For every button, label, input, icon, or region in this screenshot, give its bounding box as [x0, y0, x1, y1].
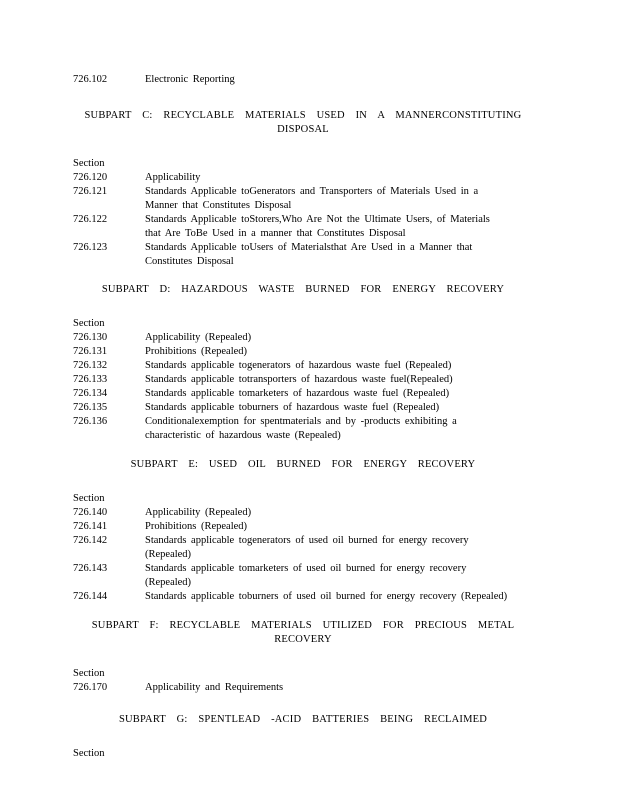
- section-title: [145, 506, 533, 520]
- section-title: Electronic Reporting: [145, 74, 235, 85]
- subpart-heading-continued: RECOVERY: [274, 634, 332, 645]
- subpart-heading: SUBPART E: USED OIL BURNED FOR ENERGY RECOVERY: [130, 459, 476, 470]
- section-title-line: (Repealed): [145, 577, 192, 588]
- section-entry: [73, 185, 533, 213]
- section-title: [145, 520, 533, 534]
- section-entry: [73, 506, 533, 520]
- section-title: [145, 590, 533, 604]
- section-entry: [73, 345, 533, 359]
- section-number: 726.142: [73, 535, 108, 546]
- intro-entry: [73, 73, 533, 87]
- section-title: [145, 387, 533, 401]
- subparts-container: [73, 109, 533, 761]
- subpart-block: [73, 109, 533, 269]
- section-entry: [73, 415, 533, 443]
- section-title: [145, 373, 533, 387]
- section-label: Section: [73, 158, 105, 169]
- document-page: [73, 73, 533, 761]
- section-title: [145, 562, 533, 590]
- section-title-line: Standards applicable toburners of hazardous waste fuel (Repealed): [145, 402, 440, 413]
- section-title-line: Standards Applicable toUsers of Materialsthat Are Used in a Manner that: [145, 242, 473, 253]
- section-entry: [73, 562, 533, 590]
- section-number: 726.133: [73, 374, 108, 385]
- section-number: 726.135: [73, 402, 108, 413]
- section-title: [145, 415, 533, 443]
- section-number: 726.131: [73, 346, 108, 357]
- subpart-heading: SUBPART G: SPENTLEAD -ACID BATTERIES BEING RECLAIMED: [118, 714, 488, 725]
- section-title-line: Standards applicable togenerators of hazardous waste fuel (Repealed): [145, 360, 452, 371]
- section-entry: [73, 331, 533, 345]
- section-title: [145, 681, 533, 695]
- section-label: Section: [73, 318, 105, 329]
- section-number: 726.140: [73, 507, 108, 518]
- section-title: [145, 213, 533, 241]
- section-title-line: Standards applicable totransporters of hazardous waste fuel(Repealed): [145, 374, 453, 385]
- section-title-line: (Repealed): [145, 549, 192, 560]
- section-number: 726.121: [73, 186, 108, 197]
- section-number: 726.134: [73, 388, 108, 399]
- section-title-line: Applicability (Repealed): [145, 332, 252, 343]
- section-title-line: Constitutes Disposal: [145, 256, 234, 267]
- section-title-line: Prohibitions (Repealed): [145, 346, 248, 357]
- section-title: [145, 359, 533, 373]
- section-number: 726.144: [73, 591, 108, 602]
- section-entry: [73, 241, 533, 269]
- subpart-heading: SUBPART F: RECYCLABLE MATERIALS UTILIZED FOR PRECIOUS METAL: [91, 620, 515, 631]
- section-title: [145, 185, 533, 213]
- section-title-line: Applicability: [145, 172, 201, 183]
- section-entry: [73, 359, 533, 373]
- section-entry: [73, 520, 533, 534]
- subpart-block: [73, 458, 533, 604]
- section-number: 726.102: [73, 74, 108, 85]
- section-title-line: Standards applicable togenerators of used oil burned for energy recovery: [145, 535, 469, 546]
- section-title: [145, 345, 533, 359]
- subpart-heading: SUBPART C: RECYCLABLE MATERIALS USED IN A MANNERCONSTITUTING: [84, 110, 522, 121]
- section-number: 726.170: [73, 682, 108, 693]
- section-title: [145, 534, 533, 562]
- section-entry: [73, 590, 533, 604]
- section-title-line: characteristic of hazardous waste (Repealed): [145, 430, 341, 441]
- subpart-heading: SUBPART D: HAZARDOUS WASTE BURNED FOR ENERGY RECOVERY: [101, 284, 505, 295]
- section-number: 726.130: [73, 332, 108, 343]
- section-entry: [73, 213, 533, 241]
- section-title-line: Conditionalexemption for spentmaterials and by -products exhibiting a: [145, 416, 457, 427]
- section-title-line: Standards applicable toburners of used oil burned for energy recovery (Repealed): [145, 591, 508, 602]
- section-title: [145, 331, 533, 345]
- section-label: Section: [73, 748, 105, 759]
- section-title: [145, 241, 533, 269]
- section-label: Section: [73, 668, 105, 679]
- section-title-line: Prohibitions (Repealed): [145, 521, 248, 532]
- section-label: Section: [73, 493, 105, 504]
- section-title: [145, 401, 533, 415]
- section-title-line: Standards Applicable toStorers,Who Are Not the Ultimate Users, of Materials: [145, 214, 490, 225]
- subpart-block: [73, 283, 533, 443]
- section-number: 726.122: [73, 214, 108, 225]
- section-entry: [73, 681, 533, 695]
- section-entry: [73, 373, 533, 387]
- section-title-line: that Are ToBe Used in a manner that Constitutes Disposal: [145, 228, 406, 239]
- section-title-line: Standards applicable tomarketers of used oil burned for energy recovery: [145, 563, 467, 574]
- subpart-block: [73, 713, 533, 761]
- section-number: 726.123: [73, 242, 108, 253]
- section-title-line: Applicability (Repealed): [145, 507, 252, 518]
- section-entry: [73, 401, 533, 415]
- section-number: 726.143: [73, 563, 108, 574]
- subpart-heading-continued: DISPOSAL: [277, 124, 329, 135]
- section-title-line: Applicability and Requirements: [145, 682, 284, 693]
- section-number: 726.136: [73, 416, 108, 427]
- section-number: 726.132: [73, 360, 108, 371]
- section-entry: [73, 171, 533, 185]
- subpart-block: [73, 619, 533, 695]
- section-number: 726.141: [73, 521, 108, 532]
- section-number: 726.120: [73, 172, 108, 183]
- section-entry: [73, 534, 533, 562]
- section-title-line: Standards Applicable toGenerators and Transporters of Materials Used in a: [145, 186, 479, 197]
- section-title-line: Standards applicable tomarketers of hazardous waste fuel (Repealed): [145, 388, 450, 399]
- section-title: [145, 171, 533, 185]
- section-entry: [73, 387, 533, 401]
- section-title-line: Manner that Constitutes Disposal: [145, 200, 292, 211]
